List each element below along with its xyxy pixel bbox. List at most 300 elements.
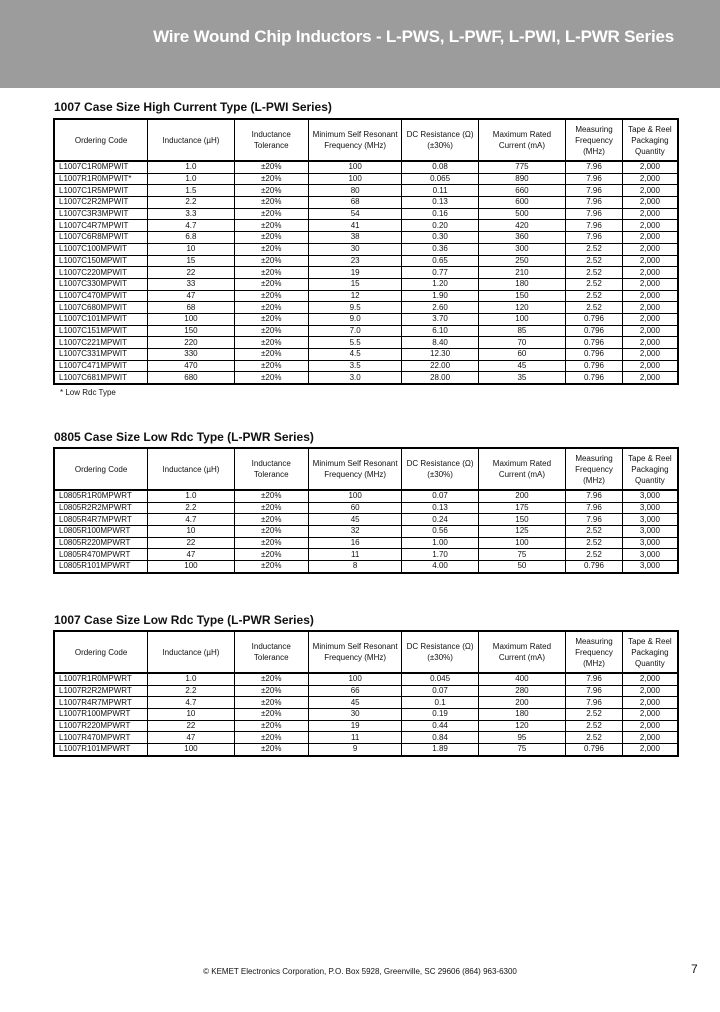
ordering-code-cell: L1007R4R7MPWRT <box>54 697 148 709</box>
column-header: Maximum Rated Current (mA) <box>478 631 566 673</box>
table-cell: 5.5 <box>308 337 402 349</box>
footer-address: © KEMET Electronics Corporation, P.O. Box 5928, Greenville, SC 29606 (864) 963-6300 <box>203 967 517 976</box>
table-cell: ±20% <box>234 267 308 279</box>
table-cell: 120 <box>478 302 566 314</box>
table-cell: 6.10 <box>402 325 478 337</box>
ordering-code-cell: L0805R101MPWRT <box>54 561 148 573</box>
table-cell: 2,000 <box>622 685 678 697</box>
ordering-code-cell: L1007R470MPWRT <box>54 732 148 744</box>
table-row <box>54 360 678 372</box>
table-cell: ±20% <box>234 313 308 325</box>
table-cell: 330 <box>148 349 234 361</box>
table-row <box>54 208 678 220</box>
table-cell: 3,000 <box>622 514 678 526</box>
table-cell: 890 <box>478 173 566 185</box>
table-cell: 2.52 <box>566 278 623 290</box>
table-cell: 360 <box>478 232 566 244</box>
table-cell: 2,000 <box>622 360 678 372</box>
table-cell: 280 <box>478 685 566 697</box>
table-cell: 0.16 <box>402 208 478 220</box>
table-cell: 30 <box>308 709 402 721</box>
table-cell: 3,000 <box>622 549 678 561</box>
table-cell: 60 <box>308 502 402 514</box>
table-cell: 7.96 <box>566 173 623 185</box>
table-row <box>54 526 678 538</box>
table-cell: 32 <box>308 526 402 538</box>
table-cell: ±20% <box>234 549 308 561</box>
table-cell: ±20% <box>234 732 308 744</box>
table-cell: 0.796 <box>566 313 623 325</box>
table-cell: 85 <box>478 325 566 337</box>
table-cell: 80 <box>308 185 402 197</box>
ordering-code-cell: L1007C331MPWIT <box>54 349 148 361</box>
table-cell: ±20% <box>234 502 308 514</box>
table-cell: ±20% <box>234 208 308 220</box>
table-cell: 1.20 <box>402 278 478 290</box>
table-cell: 1.0 <box>148 673 234 685</box>
table-cell: 2,000 <box>622 709 678 721</box>
table-cell: 9 <box>308 744 402 756</box>
table-cell: 0.796 <box>566 372 623 384</box>
ordering-code-cell: L1007C100MPWIT <box>54 243 148 255</box>
ordering-code-cell: L1007R100MPWRT <box>54 709 148 721</box>
table-cell: ±20% <box>234 537 308 549</box>
table-cell: 3.3 <box>148 208 234 220</box>
table-cell: 0.56 <box>402 526 478 538</box>
table-cell: 2.52 <box>566 255 623 267</box>
column-header: Ordering Code <box>54 119 148 161</box>
ordering-code-cell: L1007C1R0MPWIT <box>54 161 148 173</box>
table-cell: 0.796 <box>566 325 623 337</box>
table-cell: 47 <box>148 732 234 744</box>
table-row <box>54 173 678 185</box>
table-cell: ±20% <box>234 337 308 349</box>
table-cell: ±20% <box>234 197 308 209</box>
table-cell: ±20% <box>234 173 308 185</box>
table-cell: 7.96 <box>566 208 623 220</box>
table-cell: 0.13 <box>402 502 478 514</box>
table-cell: 45 <box>308 514 402 526</box>
column-header: DC Resistance (Ω) (±30%) <box>402 119 478 161</box>
ordering-code-cell: L1007C221MPWIT <box>54 337 148 349</box>
table-cell: 2,000 <box>622 697 678 709</box>
table-cell: 16 <box>308 537 402 549</box>
column-header: Inductance Tolerance <box>234 631 308 673</box>
table-cell: 2,000 <box>622 278 678 290</box>
table-cell: 100 <box>308 673 402 685</box>
column-header: Tape & Reel Packaging Quantity <box>622 119 678 161</box>
table-row <box>54 161 678 173</box>
table-cell: 9.5 <box>308 302 402 314</box>
table-row <box>54 185 678 197</box>
table-cell: 11 <box>308 732 402 744</box>
table-cell: 2.52 <box>566 526 623 538</box>
table-cell: 0.65 <box>402 255 478 267</box>
table-cell: 220 <box>148 337 234 349</box>
table-cell: 3,000 <box>622 537 678 549</box>
table-cell: 2,000 <box>622 267 678 279</box>
table-cell: 35 <box>478 372 566 384</box>
table-l-pwi <box>53 118 679 385</box>
column-header: DC Resistance (Ω) (±30%) <box>402 448 478 490</box>
table-cell: 0.24 <box>402 514 478 526</box>
table-cell: 2,000 <box>622 349 678 361</box>
table-cell: ±20% <box>234 278 308 290</box>
table-cell: 2,000 <box>622 732 678 744</box>
table-cell: 7.96 <box>566 161 623 173</box>
table-cell: 9.0 <box>308 313 402 325</box>
table-cell: ±20% <box>234 744 308 756</box>
ordering-code-cell: L1007C471MPWIT <box>54 360 148 372</box>
table-cell: 250 <box>478 255 566 267</box>
table-cell: 0.08 <box>402 161 478 173</box>
column-header: Measuring Frequency (MHz) <box>566 119 623 161</box>
column-header: DC Resistance (Ω) (±30%) <box>402 631 478 673</box>
table-cell: 19 <box>308 267 402 279</box>
table-cell: 1.0 <box>148 161 234 173</box>
column-header: Tape & Reel Packaging Quantity <box>622 448 678 490</box>
ordering-code-cell: L1007C2R2MPWIT <box>54 197 148 209</box>
table-cell: 0.796 <box>566 349 623 361</box>
table-cell: 0.796 <box>566 561 623 573</box>
table-cell: 2.52 <box>566 720 623 732</box>
table-cell: ±20% <box>234 349 308 361</box>
table-row <box>54 673 678 685</box>
table-l-pwr-1007 <box>53 630 679 757</box>
table-cell: 2,000 <box>622 325 678 337</box>
table-cell: 2.52 <box>566 243 623 255</box>
table-cell: 2,000 <box>622 197 678 209</box>
table-cell: ±20% <box>234 685 308 697</box>
table-cell: ±20% <box>234 514 308 526</box>
ordering-code-cell: L1007C150MPWIT <box>54 255 148 267</box>
table-cell: 3,000 <box>622 526 678 538</box>
table-row <box>54 537 678 549</box>
table-cell: 2.2 <box>148 685 234 697</box>
table-cell: 70 <box>478 337 566 349</box>
table-cell: 10 <box>148 243 234 255</box>
table-cell: 22.00 <box>402 360 478 372</box>
table-cell: 400 <box>478 673 566 685</box>
column-header: Tape & Reel Packaging Quantity <box>622 631 678 673</box>
table-cell: 1.0 <box>148 173 234 185</box>
ordering-code-cell: L1007R101MPWRT <box>54 744 148 756</box>
table-row <box>54 337 678 349</box>
table-cell: 45 <box>478 360 566 372</box>
table-cell: 7.96 <box>566 685 623 697</box>
table-cell: 4.5 <box>308 349 402 361</box>
ordering-code-cell: L1007R1R0MPWRT <box>54 673 148 685</box>
column-header: Minimum Self Resonant Frequency (MHz) <box>308 119 402 161</box>
table-cell: 22 <box>148 537 234 549</box>
table-cell: ±20% <box>234 673 308 685</box>
table-cell: 0.796 <box>566 360 623 372</box>
table-cell: 4.00 <box>402 561 478 573</box>
table-cell: 41 <box>308 220 402 232</box>
table-cell: 7.96 <box>566 197 623 209</box>
table-cell: 100 <box>148 744 234 756</box>
ordering-code-cell: L1007R2R2MPWRT <box>54 685 148 697</box>
table-row <box>54 697 678 709</box>
table-row <box>54 243 678 255</box>
table-row <box>54 502 678 514</box>
footnote-low-rdc: * Low Rdc Type <box>60 388 116 397</box>
table-cell: 180 <box>478 709 566 721</box>
table-row <box>54 549 678 561</box>
table-cell: 0.84 <box>402 732 478 744</box>
table-row <box>54 490 678 502</box>
table-row <box>54 313 678 325</box>
table-cell: ±20% <box>234 255 308 267</box>
table-row <box>54 744 678 756</box>
table-cell: 2.52 <box>566 267 623 279</box>
column-header: Ordering Code <box>54 631 148 673</box>
table-cell: 50 <box>478 561 566 573</box>
table-cell: ±20% <box>234 360 308 372</box>
ordering-code-cell: L0805R220MPWRT <box>54 537 148 549</box>
table-row <box>54 197 678 209</box>
table-cell: 150 <box>478 290 566 302</box>
table-cell: 0.045 <box>402 673 478 685</box>
table-cell: 2,000 <box>622 302 678 314</box>
table-cell: 2.2 <box>148 502 234 514</box>
table-cell: 2.52 <box>566 549 623 561</box>
table-cell: 3,000 <box>622 561 678 573</box>
ordering-code-cell: L1007C220MPWIT <box>54 267 148 279</box>
table-row <box>54 267 678 279</box>
table-cell: 15 <box>148 255 234 267</box>
table-row <box>54 290 678 302</box>
table-cell: 2.52 <box>566 732 623 744</box>
table-cell: 0.13 <box>402 197 478 209</box>
table-cell: 8 <box>308 561 402 573</box>
table-cell: ±20% <box>234 697 308 709</box>
column-header: Inductance (µH) <box>148 119 234 161</box>
table-cell: ±20% <box>234 185 308 197</box>
table-cell: 0.20 <box>402 220 478 232</box>
table-cell: 2,000 <box>622 161 678 173</box>
table-row <box>54 685 678 697</box>
table-cell: 2,000 <box>622 243 678 255</box>
table-cell: 66 <box>308 685 402 697</box>
table-cell: 150 <box>478 514 566 526</box>
table-cell: ±20% <box>234 232 308 244</box>
ordering-code-cell: L0805R1R0MPWRT <box>54 490 148 502</box>
column-header: Minimum Self Resonant Frequency (MHz) <box>308 448 402 490</box>
table-cell: ±20% <box>234 526 308 538</box>
table-cell: 775 <box>478 161 566 173</box>
table-cell: 2,000 <box>622 185 678 197</box>
ordering-code-cell: L1007C680MPWIT <box>54 302 148 314</box>
table-cell: 7.96 <box>566 490 623 502</box>
table-cell: ±20% <box>234 290 308 302</box>
column-header: Measuring Frequency (MHz) <box>566 448 623 490</box>
page-title: Wire Wound Chip Inductors - L-PWS, L-PWF, L-PWI, L-PWR Series <box>153 27 674 46</box>
table-cell: 4.7 <box>148 514 234 526</box>
table-cell: 175 <box>478 502 566 514</box>
table-cell: 3.70 <box>402 313 478 325</box>
table-cell: 0.1 <box>402 697 478 709</box>
table-cell: 6.8 <box>148 232 234 244</box>
table-cell: 7.96 <box>566 220 623 232</box>
table-cell: 3.0 <box>308 372 402 384</box>
table-row <box>54 709 678 721</box>
table-cell: 3,000 <box>622 502 678 514</box>
table-row <box>54 720 678 732</box>
column-header: Maximum Rated Current (mA) <box>478 119 566 161</box>
table-cell: 3,000 <box>622 490 678 502</box>
ordering-code-cell: L0805R2R2MPWRT <box>54 502 148 514</box>
table-cell: 7.96 <box>566 514 623 526</box>
column-header: Inductance Tolerance <box>234 448 308 490</box>
table-cell: 2,000 <box>622 337 678 349</box>
table-row <box>54 561 678 573</box>
table-cell: ±20% <box>234 372 308 384</box>
table-cell: ±20% <box>234 243 308 255</box>
table-row <box>54 302 678 314</box>
ordering-code-cell: L1007R1R0MPWIT* <box>54 173 148 185</box>
table-cell: 45 <box>308 697 402 709</box>
table-cell: 500 <box>478 208 566 220</box>
table-cell: 2.52 <box>566 290 623 302</box>
column-header: Inductance (µH) <box>148 448 234 490</box>
table-cell: 0.77 <box>402 267 478 279</box>
table-cell: 100 <box>478 537 566 549</box>
ordering-code-cell: L1007C330MPWIT <box>54 278 148 290</box>
table-cell: 120 <box>478 720 566 732</box>
table-cell: 47 <box>148 290 234 302</box>
table-cell: 7.96 <box>566 185 623 197</box>
column-header: Ordering Code <box>54 448 148 490</box>
ordering-code-cell: L1007C6R8MPWIT <box>54 232 148 244</box>
table-row <box>54 372 678 384</box>
table-cell: 2.52 <box>566 302 623 314</box>
table-cell: 300 <box>478 243 566 255</box>
column-header: Inductance (µH) <box>148 631 234 673</box>
table-row <box>54 325 678 337</box>
ordering-code-cell: L1007C151MPWIT <box>54 325 148 337</box>
table-cell: 22 <box>148 267 234 279</box>
table-cell: 4.7 <box>148 697 234 709</box>
header-banner <box>0 0 720 88</box>
table-cell: 660 <box>478 185 566 197</box>
ordering-code-cell: L1007C3R3MPWIT <box>54 208 148 220</box>
table-cell: 1.5 <box>148 185 234 197</box>
table-cell: 2,000 <box>622 255 678 267</box>
table-cell: 2,000 <box>622 313 678 325</box>
ordering-code-cell: L0805R100MPWRT <box>54 526 148 538</box>
ordering-code-cell: L1007C4R7MPWIT <box>54 220 148 232</box>
ordering-code-cell: L1007C1R5MPWIT <box>54 185 148 197</box>
table-cell: 2,000 <box>622 290 678 302</box>
ordering-code-cell: L1007R220MPWRT <box>54 720 148 732</box>
table-cell: 470 <box>148 360 234 372</box>
table-cell: 1.89 <box>402 744 478 756</box>
table-cell: 12 <box>308 290 402 302</box>
table-cell: 38 <box>308 232 402 244</box>
table-cell: 0.07 <box>402 685 478 697</box>
table-cell: 100 <box>478 313 566 325</box>
table-cell: 30 <box>308 243 402 255</box>
table-cell: 0.36 <box>402 243 478 255</box>
table-l-pwr-0805 <box>53 447 679 574</box>
table-cell: 68 <box>308 197 402 209</box>
table-cell: 7.96 <box>566 673 623 685</box>
table-cell: 23 <box>308 255 402 267</box>
table-cell: 7.96 <box>566 232 623 244</box>
table-cell: 100 <box>308 490 402 502</box>
table-cell: 0.796 <box>566 744 623 756</box>
table-cell: 1.0 <box>148 490 234 502</box>
table-cell: 15 <box>308 278 402 290</box>
table-cell: 2,000 <box>622 372 678 384</box>
table-cell: 2,000 <box>622 173 678 185</box>
table-cell: 200 <box>478 697 566 709</box>
table-cell: 125 <box>478 526 566 538</box>
table-cell: 0.11 <box>402 185 478 197</box>
table-cell: 8.40 <box>402 337 478 349</box>
table-cell: 10 <box>148 526 234 538</box>
table-cell: 100 <box>148 561 234 573</box>
page-number: 7 <box>691 962 698 976</box>
table-cell: 33 <box>148 278 234 290</box>
table-cell: 2,000 <box>622 744 678 756</box>
table-cell: 28.00 <box>402 372 478 384</box>
table-cell: ±20% <box>234 709 308 721</box>
ordering-code-cell: L0805R4R7MPWRT <box>54 514 148 526</box>
table-cell: 68 <box>148 302 234 314</box>
table-cell: ±20% <box>234 561 308 573</box>
table-cell: ±20% <box>234 161 308 173</box>
table-cell: 12.30 <box>402 349 478 361</box>
table-cell: 0.065 <box>402 173 478 185</box>
table-cell: 0.30 <box>402 232 478 244</box>
section-title-l-pwr-1007: 1007 Case Size Low Rdc Type (L-PWR Series) <box>54 613 314 627</box>
table-row <box>54 349 678 361</box>
column-header: Maximum Rated Current (mA) <box>478 448 566 490</box>
table-cell: 2.2 <box>148 197 234 209</box>
column-header: Measuring Frequency (MHz) <box>566 631 623 673</box>
section-title-l-pwr-0805: 0805 Case Size Low Rdc Type (L-PWR Series) <box>54 430 314 444</box>
table-cell: 680 <box>148 372 234 384</box>
column-header: Inductance Tolerance <box>234 119 308 161</box>
table-cell: 0.19 <box>402 709 478 721</box>
table-cell: 2,000 <box>622 208 678 220</box>
table-cell: 1.00 <box>402 537 478 549</box>
table-cell: 22 <box>148 720 234 732</box>
table-cell: 100 <box>148 313 234 325</box>
table-cell: 150 <box>148 325 234 337</box>
table-cell: 2,000 <box>622 220 678 232</box>
table-cell: 0.796 <box>566 337 623 349</box>
table-cell: 100 <box>308 173 402 185</box>
table-cell: 75 <box>478 744 566 756</box>
table-cell: 2.52 <box>566 709 623 721</box>
table-row <box>54 220 678 232</box>
table-cell: ±20% <box>234 220 308 232</box>
table-cell: 0.44 <box>402 720 478 732</box>
table-cell: 600 <box>478 197 566 209</box>
table-cell: 7.96 <box>566 502 623 514</box>
table-cell: 75 <box>478 549 566 561</box>
table-cell: 7.96 <box>566 697 623 709</box>
table-cell: 4.7 <box>148 220 234 232</box>
table-cell: 2.52 <box>566 537 623 549</box>
ordering-code-cell: L1007C470MPWIT <box>54 290 148 302</box>
table-row <box>54 278 678 290</box>
table-cell: 2,000 <box>622 232 678 244</box>
table-cell: 54 <box>308 208 402 220</box>
